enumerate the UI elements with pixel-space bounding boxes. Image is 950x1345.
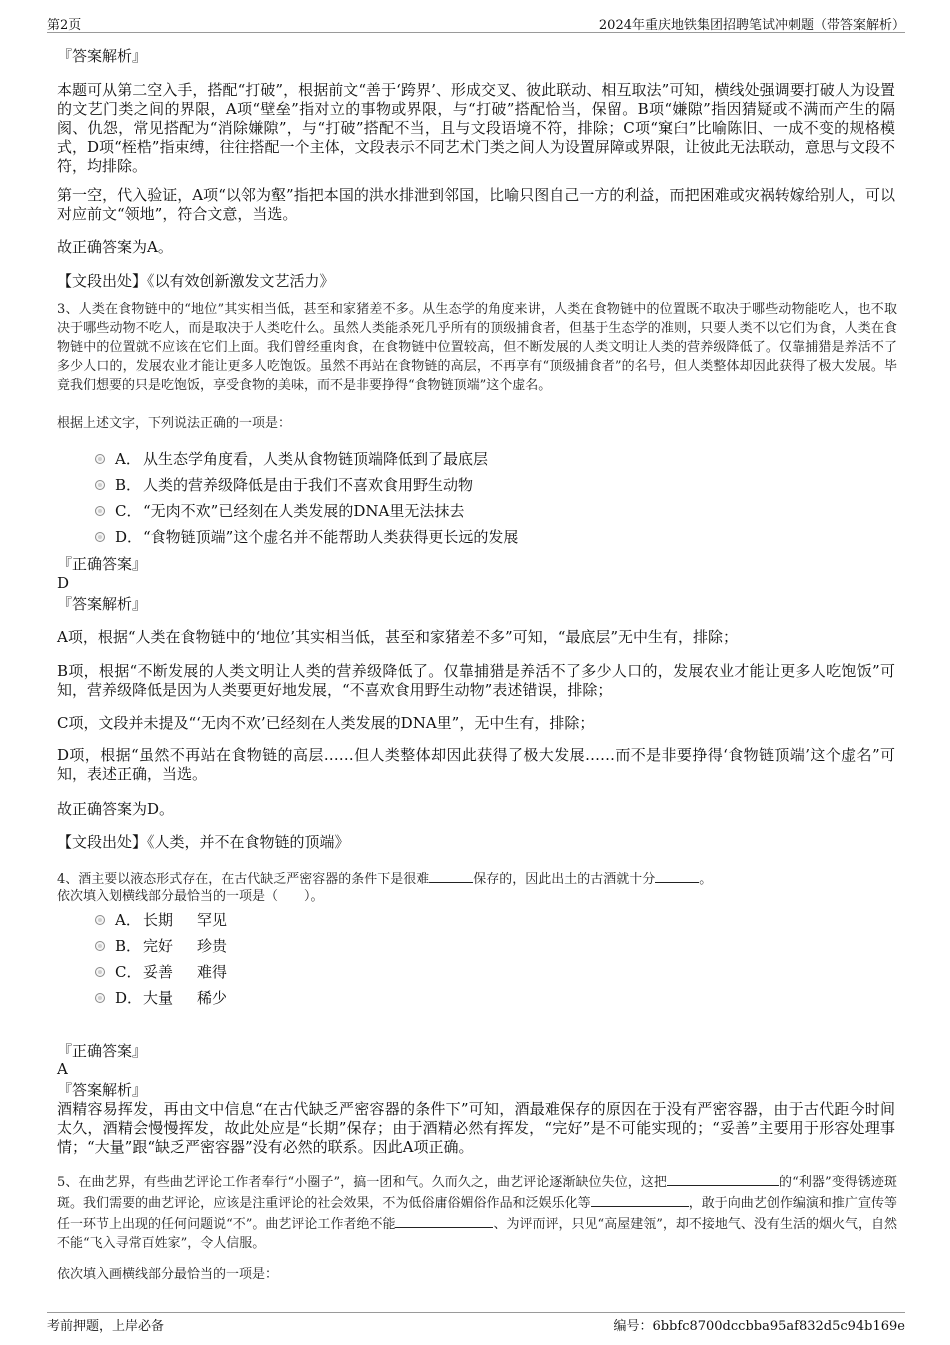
document-id: 编号：6bbfc8700dccbba95af832d5c94b169e [613,1319,905,1334]
q3-analysis-c: C项，文段并未提及“‘无肉不欢’已经刻在人类发展的DNA里”，无中生有，排除； [57,714,595,732]
q3-passage: 3、人类在食物链中的“地位”其实相当低，甚至和家猪差不多。从生态学的角度来讲，人类在食物链中的位置既不取决于哪些动物能吃人，也不取决于哪些动物不吃人，而是取决于人类吃什么。虽然人类能杀死几乎所有的顶级捕食者，但基于生态学的准则，只要人类不以它们为食，人类在食物链中的位置就不应该在它们上面。我们曾经重肉食，在食物链中位置较高，但不断发展的人类文明让人类的营养级降低了。仅靠捕猎是养活不了多少人口的，发展农业才能让更多人吃饱饭。虽然不再站在食物链的高层，不再享有“顶级捕食者”的名号，但人类整体却因此获得了极大发展。毕竟我们想要的只是吃饱饭，享受食物的美味，而不是非要挣得“食物链顶端”这个虚名。 [57,302,897,393]
q3-options [95,446,795,550]
q4-option-b[interactable]: B． 完好 珍贵 [95,933,795,959]
blank-2 [655,868,699,883]
radio-icon[interactable] [95,915,105,925]
q3-answer: D [57,574,70,592]
q3-option-c[interactable]: C． “无肉不欢”已经刻在人类发展的DNA里无法抹去 [95,498,795,524]
q3-option-a[interactable]: A． 从生态学角度看，人类从食物链顶端降低到了最底层 [95,446,795,472]
q4-analysis: 酒精容易挥发，再由文中信息“在古代缺乏严密容器的条件下”可知，酒最难保存的原因在于没有严密容器，由于古代距今时间太久，酒精会慢慢挥发，故此处应是“长期”保存；由于酒精必然有挥发，“完好”是不可能实现的；“妥善”主要用于形容处理事情；“大量”跟“缺乏严密容器”没有必然的联系。因此A项正确。 [57,1100,895,1156]
q4-option-d[interactable]: D． 大量 稀少 [95,985,795,1011]
q3-conclusion: 故正确答案为D。 [57,800,175,818]
page-header [47,12,905,33]
q3-option-d[interactable]: D． “食物链顶端”这个虚名并不能帮助人类获得更长远的发展 [95,524,795,550]
q2-conclusion: 故正确答案为A。 [57,238,173,256]
footer-slogan: 考前押题，上岸必备 [47,1319,165,1334]
q5-prompt: 依次填入画横线部分最恰当的一项是： [57,1267,279,1282]
radio-icon[interactable] [95,480,105,490]
radio-icon[interactable] [95,941,105,951]
q3-answer-label: 『正确答案』 [57,555,148,573]
q4-prompt: 依次填入划横线部分最恰当的一项是（ ）。 [57,889,324,904]
q2-source: 【文段出处】《以有效创新激发文艺活力》 [57,272,335,290]
q4-options [95,907,795,1011]
q4-analysis-label: 『答案解析』 [57,1081,148,1099]
q3-analysis-label: 『答案解析』 [57,595,148,613]
radio-icon[interactable] [95,532,105,542]
q4-option-c[interactable]: C． 妥善 难得 [95,959,795,985]
blank-3 [395,1213,493,1228]
radio-icon[interactable] [95,993,105,1003]
q3-analysis-b: B项，根据“不断发展的人类文明让人类的营养级降低了。仅靠捕猎是养活不了多少人口的，发展农业才能让更多人吃饱饭”可知，营养级降低是因为人类要更好地发展，“不喜欢食用野生动物”表述错误，排除； [57,662,895,699]
q3-source: 【文段出处】《人类，并不在食物链的顶端》 [57,833,350,851]
q2-analysis-para1: 本题可从第二空入手，搭配“打破”，根据前文“善于‘跨界’、形成交叉、彼此联动、相互取法”可知，横线处强调要打破人为设置的文艺门类之间的界限，A项“壁垒”指对立的事物或界限，与“打破”搭配恰当，保留。B项“嫌隙”指因猜疑或不满而产生的隔阂、仇怨，常见搭配为“消除嫌隙”，与“打破”搭配不当，且与文段语境不符，排除；C项“窠臼”比喻陈旧、一成不变的规格模式，D项“桎梏”指束缚，往往搭配一个主体，文段表示不同艺术门类之间人为设置屏障或界限，让彼此无法联动，意思与文段不符，均排除。 [57,81,895,175]
page-footer [47,1312,905,1335]
q4-stem: 4、酒主要以液态形式存在，在古代缺乏严密容器的条件下是很难 保存的，因此出土的古酒就十分 。 [57,868,897,889]
page-number: 第2页 [47,18,82,33]
blank-1 [667,1171,779,1186]
q3-option-b[interactable]: B． 人类的营养级降低是由于我们不喜欢食用野生动物 [95,472,795,498]
document-title: 2024年重庆地铁集团招聘笔试冲刺题（带答案解析） [598,18,905,33]
q3-prompt: 根据上述文字，下列说法正确的一项是： [57,416,292,431]
blank-2 [591,1192,689,1207]
radio-icon[interactable] [95,506,105,516]
q2-analysis-label: 『答案解析』 [57,47,148,65]
q5-passage: 5、在曲艺界，有些曲艺评论工作者奉行“小圈子”，搞一团和气。久而久之，曲艺评论逐渐缺位失位，这把 的“利器”变得锈迹斑斑。我们需要的曲艺评论，应该是注重评论的社会效果，不为低俗庸俗媚俗作品和泛娱乐化等 ，敢于向曲艺创作编演和推广宣传等任一环节上出现的任何问题说“不”。曲艺评论工作者绝不能 、为评而评，只见“高屋建瓴”，却不接地气、没有生活的烟火气，自然不能“飞入寻常百姓家”，令人信服。 [57,1171,897,1253]
radio-icon[interactable] [95,454,105,464]
blank-1 [429,868,473,883]
q3-analysis-a: A项，根据“人类在食物链中的‘地位’其实相当低，甚至和家猪差不多”可知，“最底层”无中生有，排除； [57,628,739,646]
q4-answer: A [57,1060,68,1078]
radio-icon[interactable] [95,967,105,977]
q4-option-a[interactable]: A． 长期 罕见 [95,907,795,933]
q4-answer-label: 『正确答案』 [57,1042,148,1060]
q2-analysis-para2: 第一空，代入验证，A项“以邻为壑”指把本国的洪水排泄到邻国，比喻只图自己一方的利益，而把困难或灾祸转嫁给别人，可以对应前文“领地”，符合文意，当选。 [57,186,895,223]
q3-analysis-d: D项，根据“虽然不再站在食物链的高层……但人类整体却因此获得了极大发展……而不是非要挣得‘食物链顶端’这个虚名”可知，表述正确，当选。 [57,746,895,783]
